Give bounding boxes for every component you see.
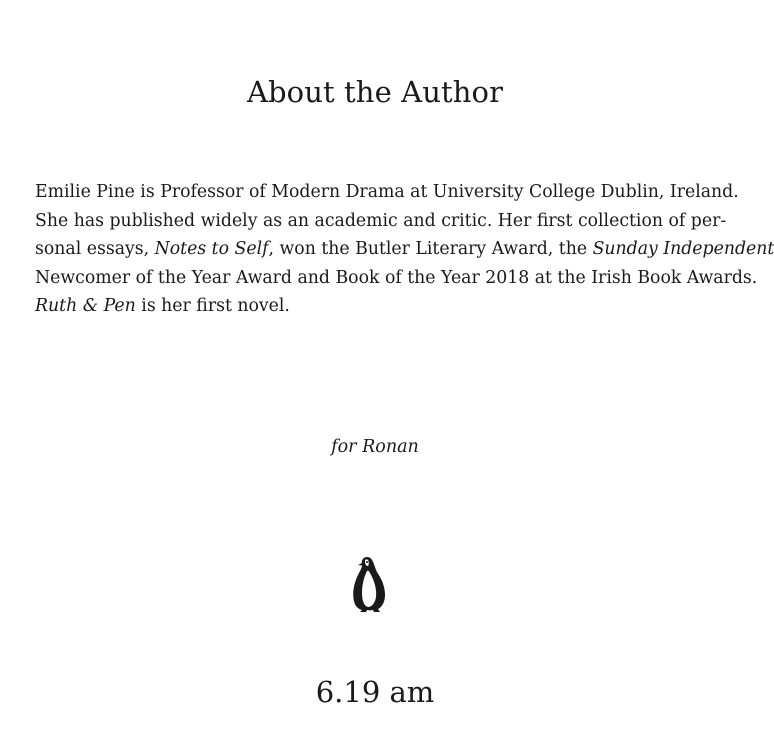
bio-line-3 [35,235,774,264]
bio-line-2: She has published widely as an academic and critic. Her first collection of per- [35,210,727,231]
time-heading: 6.19 am [315,675,435,709]
dedication: for Ronan [331,437,419,457]
author-bio [35,178,774,321]
bio-line-4: Newcomer of the Year Award and Book of the Year 2018 at the Irish Book Awards. [35,267,758,288]
publication-sunday-independent: Sunday Independent [592,239,774,260]
bio-line-5 [35,292,725,321]
bio-text: is her first novel. [135,296,290,317]
bio-text: sonal essays, [35,239,155,260]
book-title-ruth-and-pen: Ruth & Pen [35,296,136,317]
bio-line-1: Emilie Pine is Professor of Modern Drama at University College Dublin, Ireland. [35,182,739,202]
book-title-notes-to-self: Notes to Self [154,239,269,260]
page-title: About the Author [246,75,504,109]
bio-text: , won the Butler Literary Award, the [268,239,593,260]
penguin-logo-icon [350,553,388,615]
